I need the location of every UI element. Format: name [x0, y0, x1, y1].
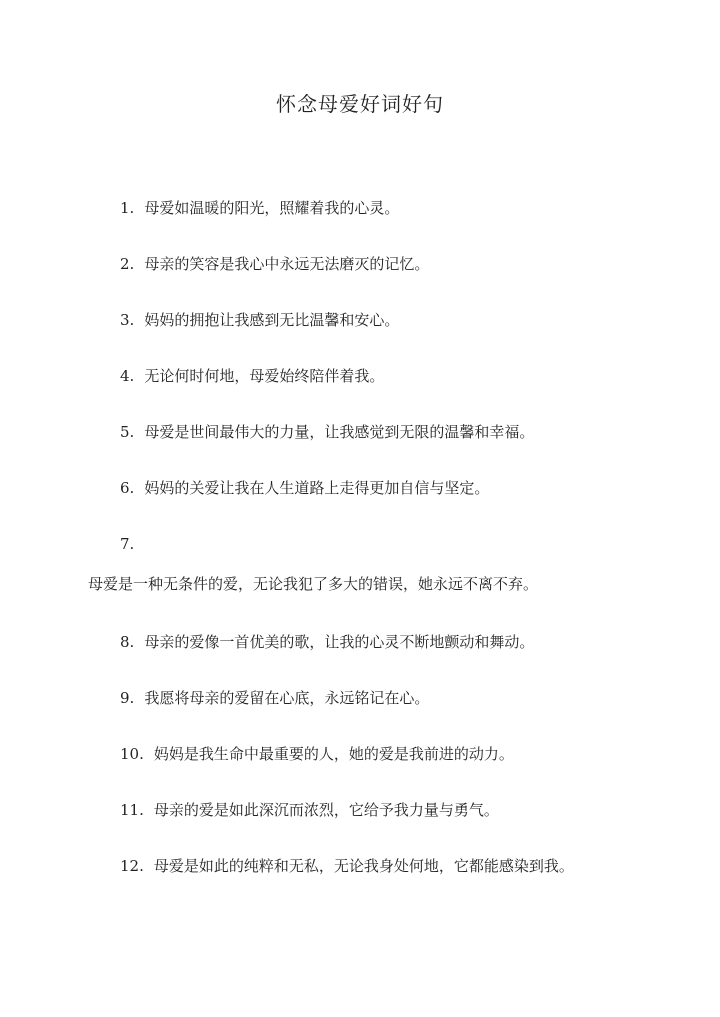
list-item [120, 688, 429, 708]
list-item [120, 422, 534, 442]
item-number: 7. [120, 535, 135, 553]
list-item [120, 744, 514, 764]
list-item [120, 198, 399, 218]
item-text: 母亲的爱是如此深沉而浓烈，它给予我力量与勇气。 [153, 801, 499, 819]
item-number: 2. [120, 255, 135, 273]
list-item [120, 478, 489, 498]
list-item [120, 310, 399, 330]
item-number: 1. [120, 199, 135, 217]
item-number: 5. [120, 423, 135, 441]
list-item [120, 632, 534, 652]
item-text: 母亲的爱像一首优美的歌，让我的心灵不断地颤动和舞动。 [144, 633, 535, 651]
list-item [120, 366, 384, 386]
list-item [120, 856, 574, 876]
item-number: 4. [120, 367, 135, 385]
item-text: 妈妈的关爱让我在人生道路上走得更加自信与坚定。 [144, 479, 490, 497]
list-item [120, 800, 499, 820]
document-title: 怀念母爱好词好句 [276, 92, 444, 116]
item-number: 3. [120, 311, 135, 329]
item-text: 妈妈的拥抱让我感到无比温馨和安心。 [144, 311, 400, 329]
item-number: 10. [120, 745, 144, 763]
item-text: 母爱是世间最伟大的力量，让我感觉到无限的温馨和幸福。 [144, 423, 535, 441]
item-number: 11. [120, 801, 144, 819]
item-text: 母爱是一种无条件的爱，无论我犯了多大的错误，她永远不离不弃。 [88, 575, 539, 593]
item-text: 母爱是如此的纯粹和无私，无论我身处何地，它都能感染到我。 [153, 857, 574, 875]
item-number: 12. [120, 857, 144, 875]
item-number: 9. [120, 689, 135, 707]
list-item-text-continuation [88, 574, 538, 594]
list-item-number-only [120, 534, 144, 554]
item-text: 妈妈是我生命中最重要的人，她的爱是我前进的动力。 [153, 745, 514, 763]
item-text: 母爱如温暖的阳光，照耀着我的心灵。 [144, 199, 400, 217]
item-number: 6. [120, 479, 135, 497]
item-text: 我愿将母亲的爱留在心底，永远铭记在心。 [144, 689, 430, 707]
item-text: 无论何时何地，母爱始终陪伴着我。 [144, 367, 385, 385]
item-text: 母亲的笑容是我心中永远无法磨灭的记忆。 [144, 255, 430, 273]
item-number: 8. [120, 633, 135, 651]
list-item [120, 254, 429, 274]
